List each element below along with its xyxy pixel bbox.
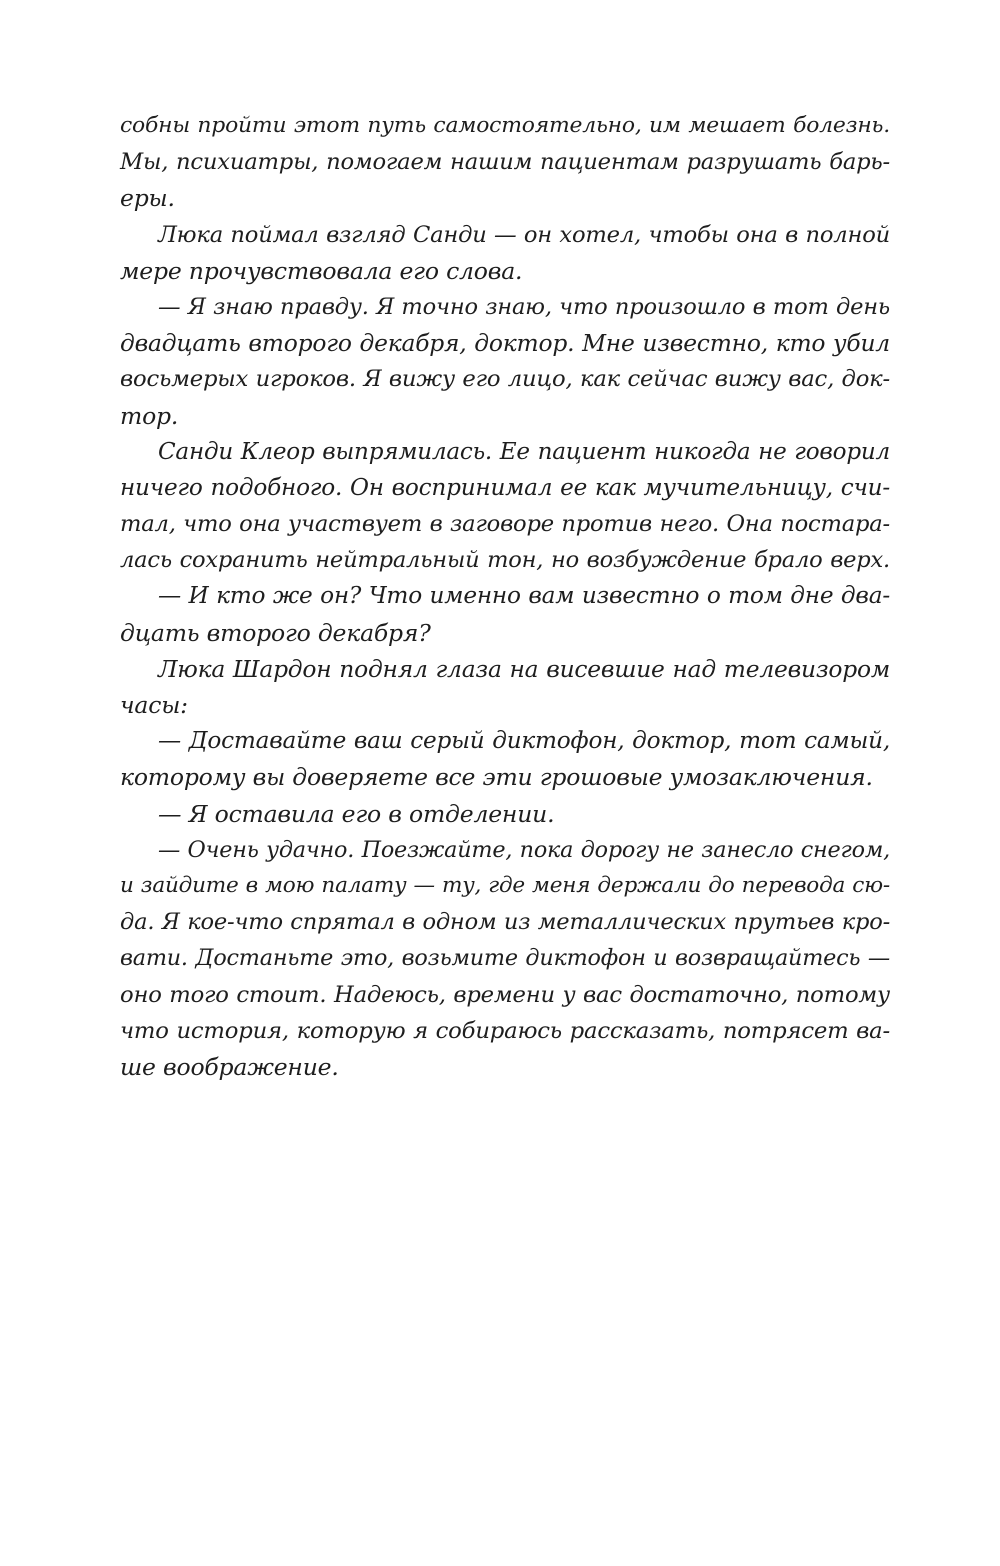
- text-line: Люка Шардон поднял глаза на висевшие над телевизором: [158, 654, 890, 683]
- text-line: — И кто же он? Что именно вам известно о том дне два-: [158, 582, 890, 610]
- text-line: которому вы доверяете все эти грошовые умозаключения.: [120, 763, 873, 792]
- text-line: — Очень удачно. Поезжайте, пока дорогу не занесло снегом,: [158, 836, 890, 863]
- text-line: часы:: [120, 691, 188, 719]
- text-line: ше воображение.: [120, 1052, 339, 1081]
- text-line: и зайдите в мою палату — ту, где меня держали до перевода сю-: [120, 872, 890, 898]
- page-text-block: [120, 108, 890, 1085]
- text-line: еры.: [120, 184, 175, 213]
- text-line: что история, которую я собираюсь рассказать, потрясет ва-: [120, 1017, 890, 1044]
- text-line: собны пройти этот путь самостоятельно, им мешает болезнь.: [120, 113, 890, 138]
- text-line: тор.: [120, 401, 179, 430]
- text-line: двадцать второго декабря, доктор. Мне известно, кто убил: [120, 329, 890, 358]
- text-line: ничего подобного. Он воспринимал ее как мучительницу, счи-: [120, 474, 890, 501]
- text-line: — Я оставила его в отделении.: [158, 799, 555, 828]
- text-line: лась сохранить нейтральный тон, но возбуждение брало верх.: [120, 547, 890, 574]
- text-line: восьмерых игроков. Я вижу его лицо, как сейчас вижу вас, док-: [120, 366, 890, 393]
- text-line: вати. Достаньте это, возьмите диктофон и возвращайтесь —: [120, 945, 890, 972]
- text-line: Санди Клеор выпрямилась. Ее пациент никогда не говорил: [158, 438, 890, 465]
- text-line: тал, что она участвует в заговоре против него. Она постара-: [120, 511, 890, 538]
- text-line: дцать второго декабря?: [120, 618, 431, 647]
- text-line: Мы, психиатры, помогаем нашим пациентам разрушать барь-: [120, 149, 890, 176]
- text-line: — Доставайте ваш серый диктофон, доктор, тот самый,: [158, 728, 890, 755]
- text-line: — Я знаю правду. Я точно знаю, что произошло в тот день: [158, 293, 890, 320]
- text-line: да. Я кое-что спрятал в одном из металлических прутьев кро-: [120, 909, 890, 936]
- text-line: мере прочувствовала его слова.: [120, 256, 523, 285]
- text-line: оно того стоит. Надеюсь, времени у вас достаточно, потому: [120, 981, 890, 1008]
- text-line: Люка поймал взгляд Санди — он хотел, чтобы она в полной: [158, 221, 890, 248]
